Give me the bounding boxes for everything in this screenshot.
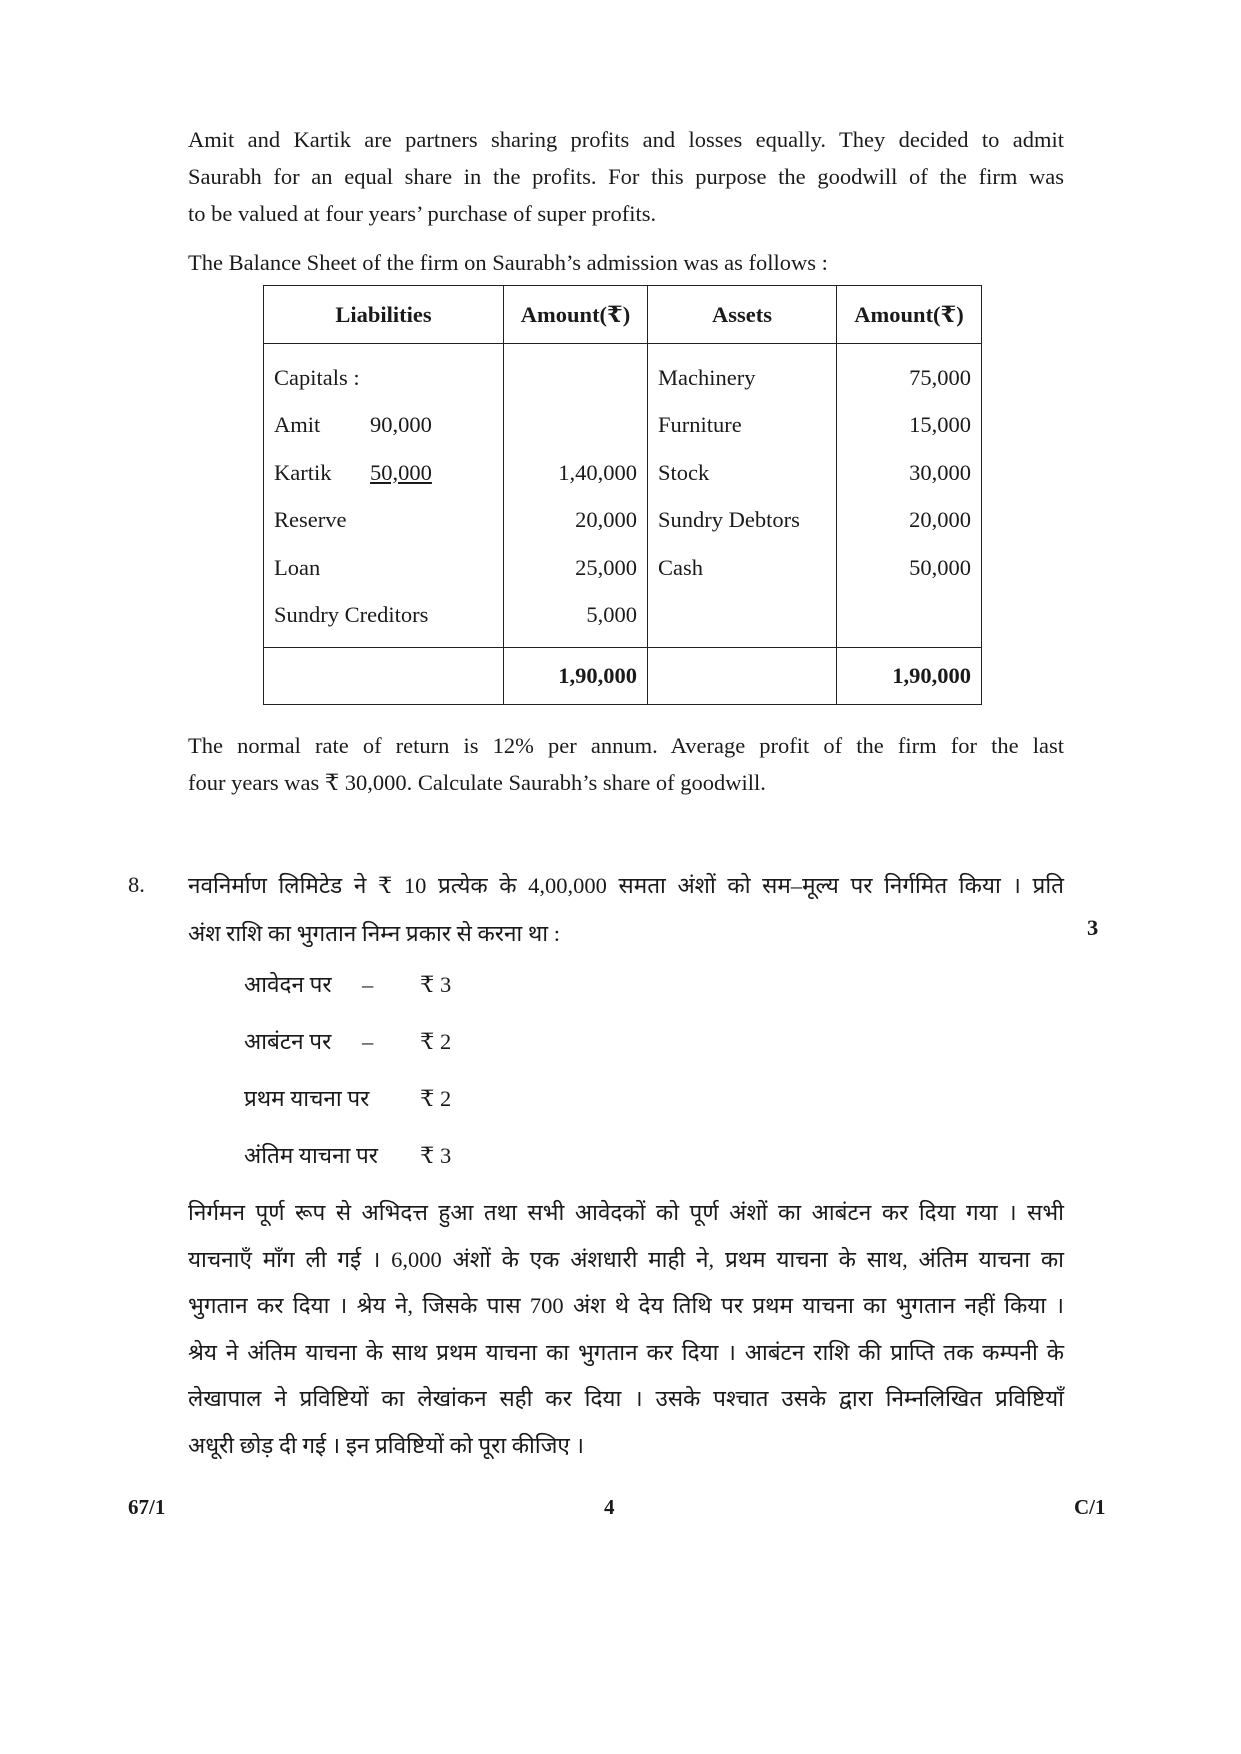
question-line: नवनिर्माण लिमिटेड ने ₹ 10 प्रत्येक के 4,00,000 समता अंशों को सम–मूल्य पर निर्गमित किया । प्रति (188, 873, 1064, 898)
total-liabilities: 1,90,000 (504, 648, 648, 705)
installment-row (244, 1082, 451, 1113)
partner-amount: 50,000 (370, 459, 432, 485)
liability-label: Sundry Creditors (264, 592, 504, 648)
partner-amount: 90,000 (370, 412, 432, 438)
body-line: भुगतान कर दिया । श्रेय ने, जिसके पास 700 अंश थे देय तिथि पर प्रथम याचना का भुगतान नहीं किया । (188, 1293, 1064, 1318)
partner-name: Kartik (274, 459, 332, 485)
header-assets-amount: Amount(₹) (837, 286, 982, 344)
partner-capital (264, 449, 504, 497)
installment-label: आवेदन पर (244, 972, 332, 997)
closing-paragraph (188, 727, 1064, 801)
installment-amount: ₹ 3 (420, 972, 452, 997)
asset-amount: 20,000 (837, 497, 982, 545)
installment-amount: ₹ 2 (420, 1029, 452, 1054)
question-8-text (188, 862, 1064, 958)
balance-sheet-caption: The Balance Sheet of the firm on Saurabh’s admission was as follows : (188, 250, 828, 275)
capitals-total: 1,40,000 (504, 449, 648, 497)
balance-sheet-table (263, 285, 982, 705)
question-line: अंश राशि का भुगतान निम्न प्रकार से करना था : (188, 921, 560, 946)
table-row (264, 497, 982, 545)
liability-label: Loan (264, 544, 504, 592)
asset-label: Machinery (648, 344, 837, 402)
asset-amount: 15,000 (837, 402, 982, 450)
closing-line: The normal rate of return is 12% per annum. Average profit of the firm for the last (188, 733, 1064, 758)
table-row (264, 544, 982, 592)
asset-amount: 75,000 (837, 344, 982, 402)
installment-row (244, 968, 451, 999)
asset-label: Sundry Debtors (648, 497, 837, 545)
body-line: याचनाएँ माँग ली गई । 6,000 अंशों के एक अंशधारी माही ने, प्रथम याचना के साथ, अंतिम याचना का (188, 1246, 1064, 1272)
empty-cell (504, 402, 648, 450)
paper-code: 67/1 (128, 1495, 166, 1519)
question-number: 8. (128, 872, 145, 897)
set-code: C/1 (1074, 1495, 1106, 1519)
liability-label: Reserve (264, 497, 504, 545)
intro-paragraph (188, 121, 1064, 232)
table-row (264, 344, 982, 402)
question-8-body (188, 1190, 1064, 1469)
installment-amount: ₹ 2 (420, 1086, 452, 1111)
intro-line: Amit and Kartik are partners sharing profits and losses equally. They decided to admit (188, 127, 1064, 152)
total-assets: 1,90,000 (837, 648, 982, 705)
liability-amount: 20,000 (504, 497, 648, 545)
table-row (264, 449, 982, 497)
installment-dash: – (362, 1029, 374, 1054)
empty-cell (504, 344, 648, 402)
table-row (264, 402, 982, 450)
body-line: लेखापाल ने प्रविष्टियों का लेखांकन सही कर दिया । उसके पश्चात उसके द्वारा निम्नलिखित प्रविष्टियाँ (188, 1386, 1064, 1411)
closing-line: four years was ₹ 30,000. Calculate Saurabh’s share of goodwill. (188, 770, 766, 795)
partner-name: Amit (274, 412, 321, 438)
installment-row (244, 1025, 451, 1056)
empty-cell (837, 592, 982, 648)
empty-cell (648, 592, 837, 648)
empty-cell (264, 648, 504, 705)
body-line: श्रेय ने अंतिम याचना के साथ प्रथम याचना का भुगतान कर दिया । आबंटन राशि की प्राप्ति तक कम्पनी के (188, 1339, 1064, 1365)
asset-amount: 50,000 (837, 544, 982, 592)
partner-capital (264, 402, 504, 450)
asset-label: Cash (648, 544, 837, 592)
liability-amount: 25,000 (504, 544, 648, 592)
header-liabilities-amount: Amount(₹) (504, 286, 648, 344)
table-header-row (264, 286, 982, 344)
asset-amount: 30,000 (837, 449, 982, 497)
intro-line: to be valued at four years’ purchase of super profits. (188, 201, 657, 226)
empty-cell (648, 648, 837, 705)
installment-dash: – (362, 972, 374, 997)
asset-label: Furniture (648, 402, 837, 450)
question-marks: 3 (1087, 915, 1099, 940)
asset-label: Stock (648, 449, 837, 497)
body-line: अधूरी छोड़ दी गई । इन प्रविष्टियों को पूरा कीजिए । (188, 1432, 585, 1458)
installment-label: प्रथम याचना पर (244, 1086, 370, 1111)
installment-row (244, 1139, 451, 1170)
installment-label: आबंटन पर (244, 1029, 332, 1054)
header-assets: Assets (648, 286, 837, 344)
table-row (264, 592, 982, 648)
page-number: 4 (604, 1495, 615, 1519)
installment-label: अंतिम याचना पर (244, 1143, 379, 1168)
capitals-label: Capitals : (264, 344, 504, 402)
installment-amount: ₹ 3 (420, 1143, 452, 1168)
liability-amount: 5,000 (504, 592, 648, 648)
body-line: निर्गमन पूर्ण रूप से अभिदत्त हुआ तथा सभी आवेदकों को पूर्ण अंशों का आबंटन कर दिया गया । सभी (188, 1200, 1064, 1225)
header-liabilities: Liabilities (264, 286, 504, 344)
intro-line: Saurabh for an equal share in the profits. For this purpose the goodwill of the firm was (188, 164, 1064, 189)
table-total-row (264, 648, 982, 705)
